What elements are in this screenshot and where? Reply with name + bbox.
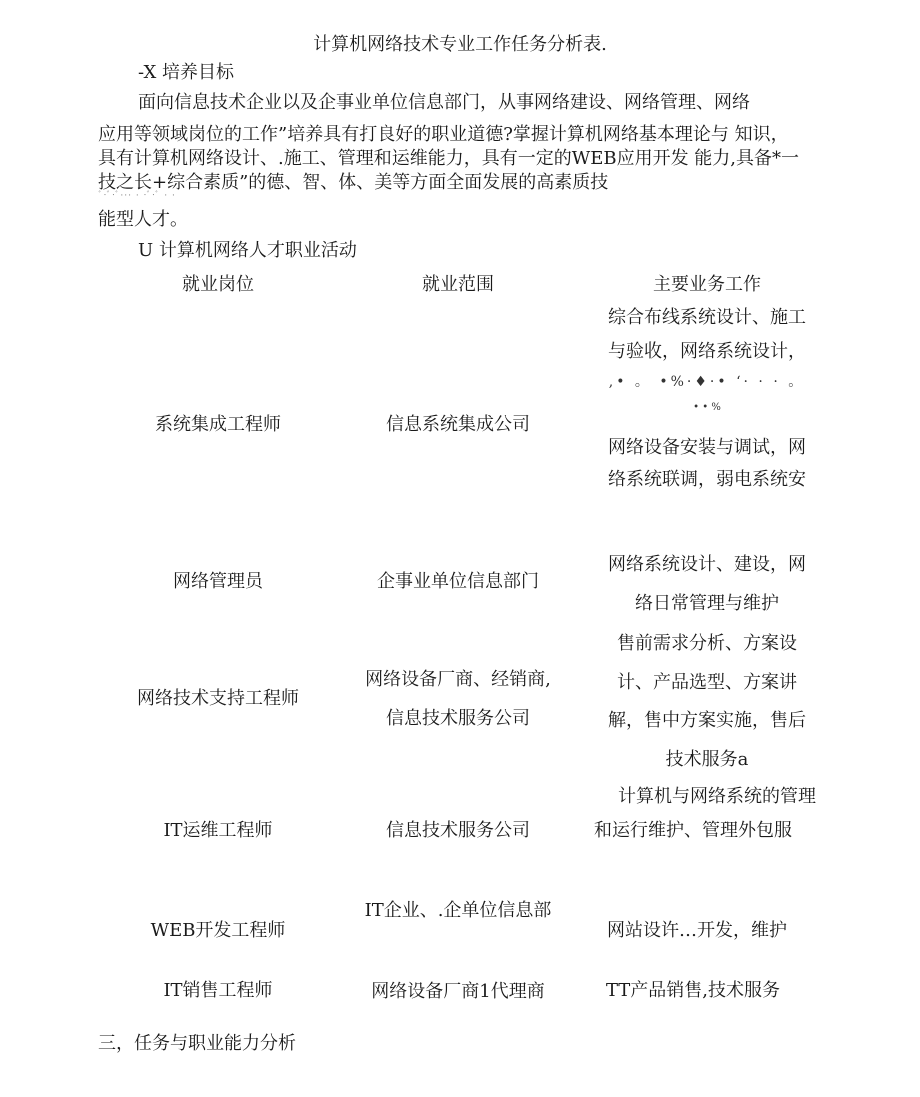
table-cell-position: 网络技术支持工程师 — [137, 688, 299, 709]
table-cell-position: IT销售工程师 — [163, 980, 273, 1001]
paragraph-line: 具有计算机网络设计、.施工、管理和运维能力，具有一定的WEB应用开发 能力,具备*一 — [98, 148, 800, 169]
table-cell-work: ,• 。 •%·♦·• ‘· · · 。 — [608, 374, 806, 390]
table-cell-work: 网络设备安装与调试，网 — [608, 437, 806, 458]
table-cell-scope: 企事业单位信息部门 — [377, 571, 539, 592]
table-cell-position: WEB开发工程师 — [150, 920, 286, 941]
table-header-work: 主要业务工作 — [653, 274, 761, 295]
scan-noise: ﾞ·ﾞ·ﾞ··· · ·ﾞ·ﾞ · · — [98, 191, 176, 201]
table-cell-work: 与验收，网络系统设计， — [608, 341, 806, 362]
section-heading-activities: U 计算机网络人才职业活动 — [138, 240, 357, 261]
table-cell-work: 络日常管理与维护 — [635, 593, 779, 614]
table-cell-position: 系统集成工程师 — [155, 414, 281, 435]
section-heading-analysis: 三，任务与职业能力分析 — [98, 1033, 296, 1054]
paragraph-line: 面向信息技术企业以及企事业单位信息部门，从事网络建设、网络管理、网络 — [138, 92, 750, 113]
table-cell-work: 技术服务a — [665, 749, 749, 770]
table-cell-work: 网站设许…开发，维护 — [607, 920, 787, 941]
table-cell-scope: 信息技术服务公司 — [386, 820, 530, 841]
table-cell-work: 和运行维护、管理外包服 — [594, 820, 792, 841]
table-cell-work: 售前需求分析、方案设 — [617, 633, 797, 654]
table-cell-work: 计、产品选型、方案讲 — [617, 672, 797, 693]
table-cell-work: 解，售中方案实施，售后 — [608, 710, 806, 731]
table-cell-scope: IT企业、.企单位信息部 — [364, 900, 552, 921]
table-cell-work: • • % — [693, 402, 721, 413]
table-cell-work: TT产品销售,技术服务 — [605, 980, 781, 1001]
table-cell-work: 络系统联调，弱电系统安 — [608, 469, 806, 490]
table-cell-scope: 网络设备厂商、经销商, — [365, 669, 551, 690]
table-cell-scope: 网络设备厂商1代理商 — [371, 981, 545, 1002]
paragraph-line: 应用等领域岗位的工作”培养具有打良好的职业道德?掌握计算机网络基本理论与 知识， — [98, 124, 789, 145]
table-cell-position: 网络管理员 — [173, 571, 263, 592]
paragraph-line: 技之长+综合素质”的德、智、体、美等方面全面发展的高素质技 — [98, 172, 609, 193]
table-cell-work: 网络系统设计、建设，网 — [608, 554, 806, 575]
paragraph-line: 能型人才。 — [98, 209, 188, 230]
table-cell-work: 综合布线系统设计、施工 — [608, 307, 806, 328]
section-heading-objectives: -X 培养目标 — [138, 62, 234, 83]
page-title: 计算机网络技术专业工作任务分析表. — [313, 34, 607, 55]
table-cell-work: 计算机与网络系统的管理 — [618, 786, 816, 807]
table-cell-scope: 信息技术服务公司 — [386, 708, 530, 729]
table-header-position: 就业岗位 — [182, 274, 254, 295]
table-cell-position: IT运维工程师 — [163, 820, 273, 841]
table-cell-scope: 信息系统集成公司 — [386, 414, 530, 435]
table-header-scope: 就业范围 — [422, 274, 494, 295]
